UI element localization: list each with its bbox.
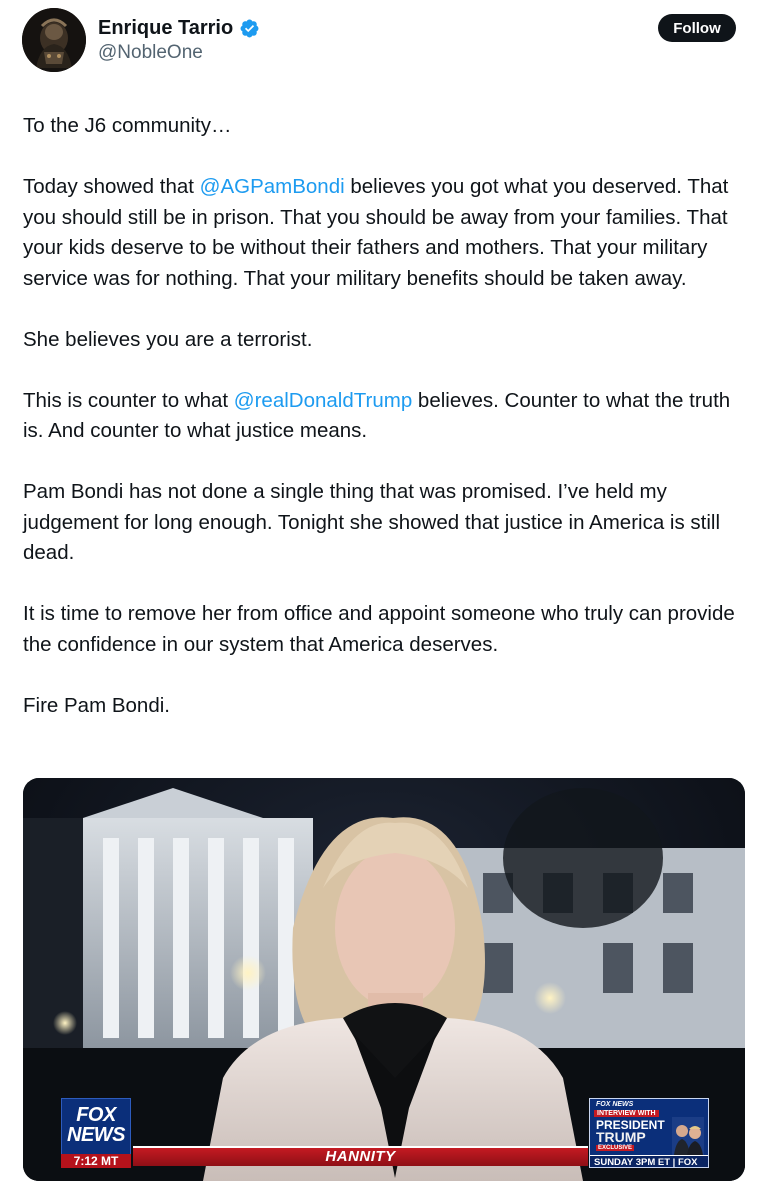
- tweet-paragraph: [23, 325, 745, 356]
- avatar-image: [22, 8, 86, 72]
- tweet-text: [23, 111, 745, 721]
- interview-promo: [589, 1098, 709, 1168]
- mention-link[interactable]: @realDonaldTrump: [233, 388, 413, 412]
- tweet-text-span: believes you got what you deserved. That you should still be in prison. That you should be away from your families. That your kids deserve to be without their fathers and mothers. That your military service was for nothing. That your military benefits should be taken away.: [23, 175, 735, 290]
- author-name-row: [98, 14, 260, 42]
- promo-line2: TRUMP: [596, 1129, 646, 1145]
- broadcast-time: 7:12 MT: [61, 1154, 131, 1168]
- tweet-text-span: This is counter to what: [23, 388, 234, 412]
- tweet-paragraph: [23, 599, 745, 660]
- author-display-name[interactable]: Enrique Tarrio: [98, 16, 234, 39]
- tweet-text-span: believes. Counter to what the truth is. And counter to what justice means.: [23, 388, 736, 442]
- tweet-text-span: To the J6 community…: [23, 114, 232, 137]
- promo-kicker: INTERVIEW WITH: [594, 1110, 659, 1117]
- tweet-media-image[interactable]: [23, 778, 745, 1181]
- promo-network: FOX NEWS: [596, 1101, 634, 1108]
- promo-tag: EXCLUSIVE: [598, 1145, 633, 1151]
- tweet-text-span: Pam Bondi has not done a single thing that was promised. I’ve held my judgement for long enough. Tonight she showed that justice in America is still dead.: [23, 480, 726, 564]
- author-handle[interactable]: @NobleOne: [98, 42, 203, 63]
- promo-portraits-image: [672, 1117, 704, 1155]
- tweet-text-span: Today showed that: [23, 175, 200, 198]
- tweet-paragraph: [23, 111, 745, 142]
- promo-schedule: SUNDAY 3PM ET | FOX: [590, 1155, 709, 1168]
- verified-badge-icon: [239, 18, 260, 39]
- fox-logo-line2: NEWS: [67, 1124, 125, 1146]
- tweet-paragraph: [23, 172, 745, 294]
- tweet-text-span: It is time to remove her from office and appoint someone who truly can provide the confidence in our system that America deserves.: [23, 602, 741, 656]
- tweet-paragraph: [23, 691, 745, 722]
- fox-logo-line1: FOX: [76, 1104, 116, 1126]
- tweet-text-span: Fire Pam Bondi.: [23, 693, 170, 717]
- promo-line1: PRESIDENT: [596, 1118, 665, 1132]
- tweet-paragraph: [23, 477, 745, 569]
- tweet-paragraph: [23, 386, 745, 447]
- show-name-banner: HANNITY: [133, 1146, 588, 1166]
- author-avatar[interactable]: [22, 8, 86, 72]
- follow-button[interactable]: Follow: [658, 14, 736, 42]
- tweet-text-span: She believes you are a terrorist.: [23, 327, 313, 351]
- mention-link[interactable]: @AGPamBondi: [199, 175, 345, 198]
